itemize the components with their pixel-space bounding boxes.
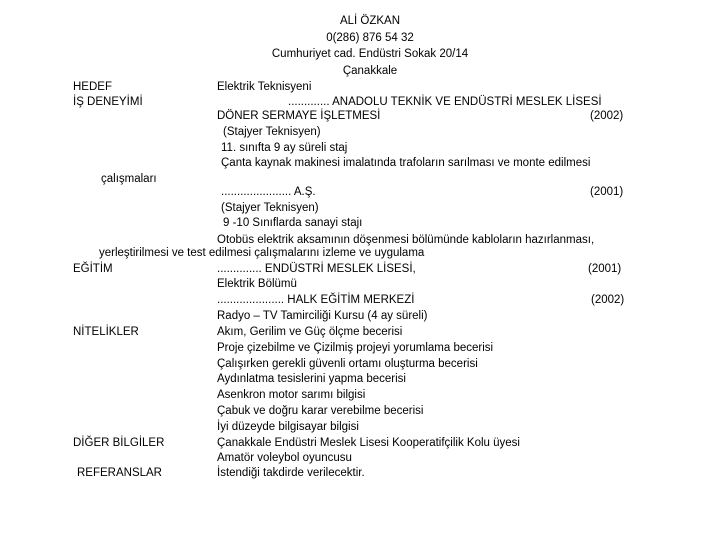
- section-label-education: EĞİTİM: [73, 263, 113, 275]
- education-dept: Elektrik Bölümü: [217, 278, 297, 290]
- education-school: ..................... HALK EĞİTİM MERKEZİ: [217, 294, 415, 306]
- skill-item: Asenkron motor sarımı bilgisi: [217, 389, 366, 401]
- experience-detail: 11. sınıfta 9 ay süreli staj: [221, 142, 348, 154]
- skill-item: Çalışırken gerekli güvenli ortamı oluşturma becerisi: [217, 358, 478, 370]
- experience-year: (2002): [590, 110, 624, 122]
- experience-detail: Çanta kaynak makinesi imalatında trafoların sarılması ve monte edilmesi: [221, 157, 591, 169]
- applicant-phone: 0(286) 876 54 32: [326, 32, 414, 44]
- applicant-city: Çanakkale: [342, 65, 398, 77]
- experience-org: ...................... A.Ş.: [221, 186, 316, 198]
- experience-detail: Otobüs elektrik aksamının döşenmesi bölümünde kabloların hazırlanması,: [217, 234, 595, 246]
- skill-item: Akım, Gerilim ve Güç ölçme becerisi: [217, 326, 403, 338]
- education-dept: Radyo – TV Tamirciliği Kursu (4 ay süreli): [217, 310, 428, 322]
- experience-org-line2: DÖNER SERMAYE İŞLETMESİ: [217, 110, 381, 122]
- section-label-experience: İŞ DENEYİMİ: [73, 96, 143, 108]
- experience-detail: çalışmaları: [101, 173, 157, 185]
- section-label-other: DİĞER BİLGİLER: [73, 437, 165, 449]
- education-year: (2001): [588, 263, 622, 275]
- section-label-references: REFERANSLAR: [77, 467, 162, 479]
- experience-detail: yerleştirilmesi ve test edilmesi çalışmalarını izleme ve uygulama: [99, 247, 425, 259]
- section-label-skills: NİTELİKLER: [73, 326, 139, 338]
- other-item: Amatör voleybol oyuncusu: [217, 452, 352, 464]
- experience-role: (Stajyer Teknisyen): [223, 126, 321, 138]
- applicant-name: ALİ ÖZKAN: [339, 15, 401, 27]
- other-item: Çanakkale Endüstri Meslek Lisesi Kooperatifçilik Kolu üyesi: [217, 437, 520, 449]
- experience-role: (Stajyer Teknisyen): [221, 202, 319, 214]
- applicant-address: Cumhuriyet cad. Endüstri Sokak 20/14: [271, 48, 469, 60]
- experience-detail: 9 -10 Sınıflarda sanayi stajı: [223, 217, 363, 229]
- education-year: (2002): [591, 294, 625, 306]
- skill-item: İyi düzeyde bilgisayar bilgisi: [217, 421, 359, 433]
- education-school: .............. ENDÜSTRİ MESLEK LİSESİ,: [217, 263, 416, 275]
- skill-item: Proje çizebilme ve Çizilmiş projeyi yorumlama becerisi: [217, 342, 494, 354]
- experience-org: ............. ANADOLU TEKNİK VE ENDÜSTRİ MESLEK LİSESİ: [288, 96, 602, 108]
- experience-year: (2001): [590, 186, 624, 198]
- goal-text: Elektrik Teknisyeni: [217, 81, 312, 93]
- section-label-goal: HEDEF: [73, 81, 112, 93]
- skill-item: Çabuk ve doğru karar verebilme becerisi: [217, 405, 424, 417]
- references-text: İstendiği takdirde verilecektir.: [217, 467, 365, 479]
- skill-item: Aydınlatma tesislerini yapma becerisi: [217, 373, 406, 385]
